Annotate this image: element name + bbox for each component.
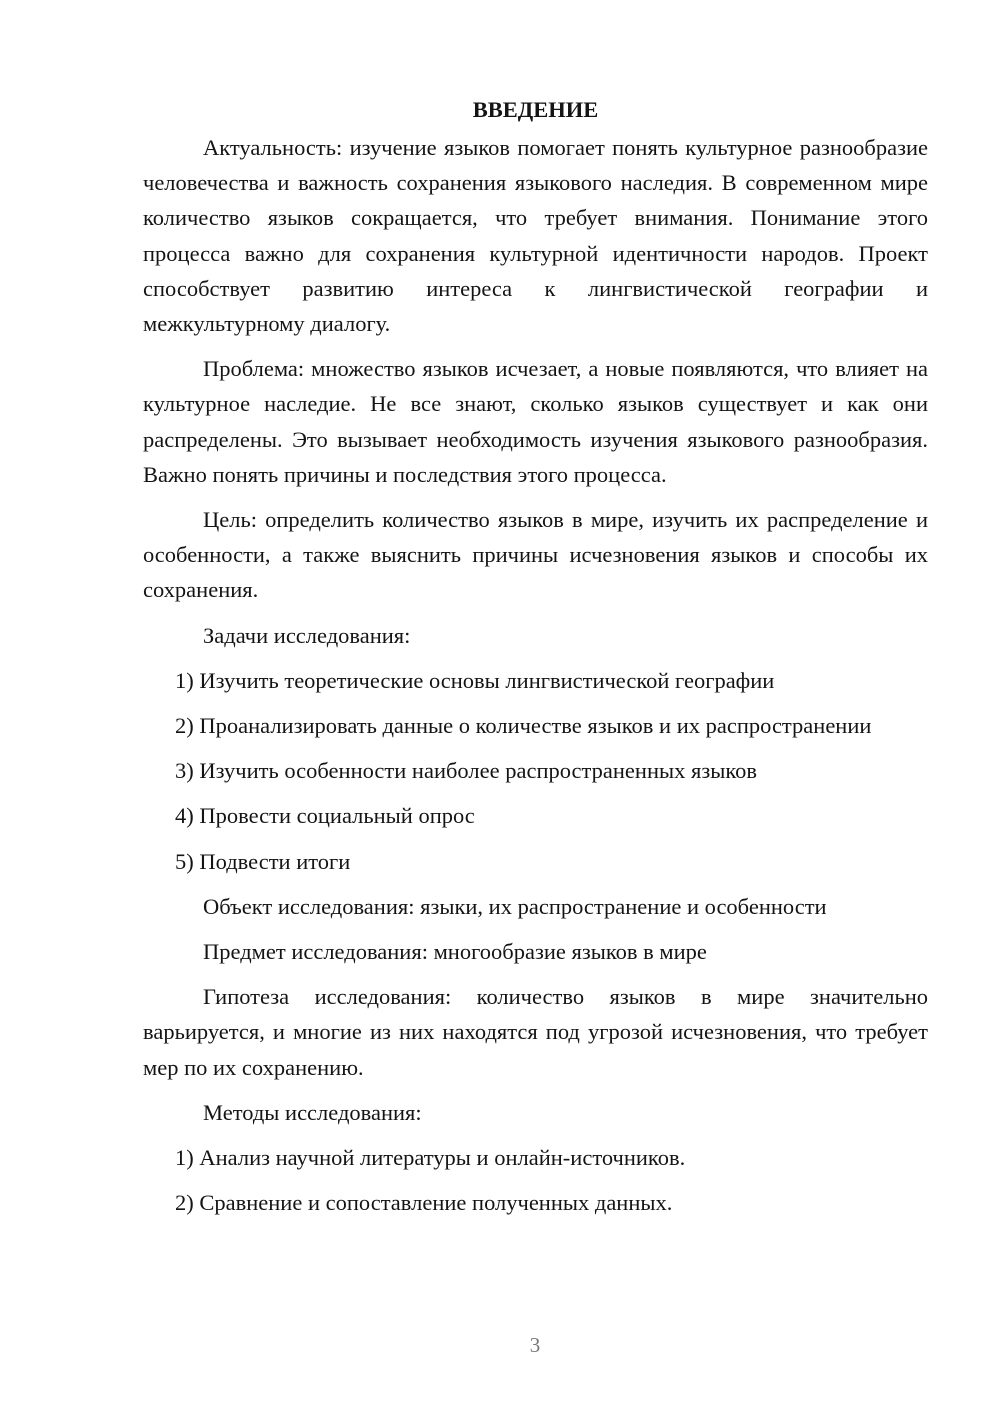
method-item: 1) Анализ научной литературы и онлайн-источников. — [175, 1145, 686, 1171]
task-item: 5) Подвести итоги — [175, 848, 351, 874]
subject-paragraph: Предмет исследования: многообразие языков в мире — [203, 939, 707, 965]
task-item: 4) Провести социальный опрос — [175, 803, 475, 829]
problem-paragraph: Проблема: множество языков исчезает, а новые появляются, что влияет на культурное наследие. Не все знают, сколько языков существует и как они распределены. Это вызывает необходимость изучения языкового разнообразия. Важно понять причины и последствия этого процесса. — [143, 356, 928, 487]
task-item: 3) Изучить особенности наиболее распространенных языков — [175, 758, 757, 784]
tasks-list — [143, 663, 928, 879]
hypothesis-paragraph: Гипотеза исследования: количество языков в мире значительно варьируется, и многие из них находятся под угрозой исчезновения, что требует мер по их сохранению. — [143, 984, 928, 1080]
task-item: 1) Изучить теоретические основы лингвистической географии — [175, 667, 775, 693]
method-item: 2) Сравнение и сопоставление полученных данных. — [175, 1190, 673, 1216]
methods-heading: Методы исследования: — [203, 1099, 422, 1125]
page-number: 3 — [529, 1333, 541, 1357]
tasks-heading: Задачи исследования: — [203, 622, 411, 648]
document-page — [143, 92, 928, 1230]
object-paragraph: Объект исследования: языки, их распространение и особенности — [203, 893, 827, 919]
relevance-paragraph: Актуальность: изучение языков помогает понять культурное разнообразие человечества и важность сохранения языкового наследия. В современном мире количество языков сокращается, что требует внимания. Понимание этого процесса важно для сохранения культурной идентичности народов. Проект способствует развитию интереса к лингвистической географии и межкультурному диалогу. — [143, 135, 928, 337]
goal-paragraph: Цель: определить количество языков в мире, изучить их распределение и особенности, а также выяснить причины исчезновения языков и способы их сохранения. — [143, 507, 928, 603]
section-title: ВВЕДЕНИЕ — [472, 97, 599, 122]
methods-list — [143, 1140, 928, 1220]
task-item: 2) Проанализировать данные о количестве языков и их распространении — [175, 713, 872, 739]
